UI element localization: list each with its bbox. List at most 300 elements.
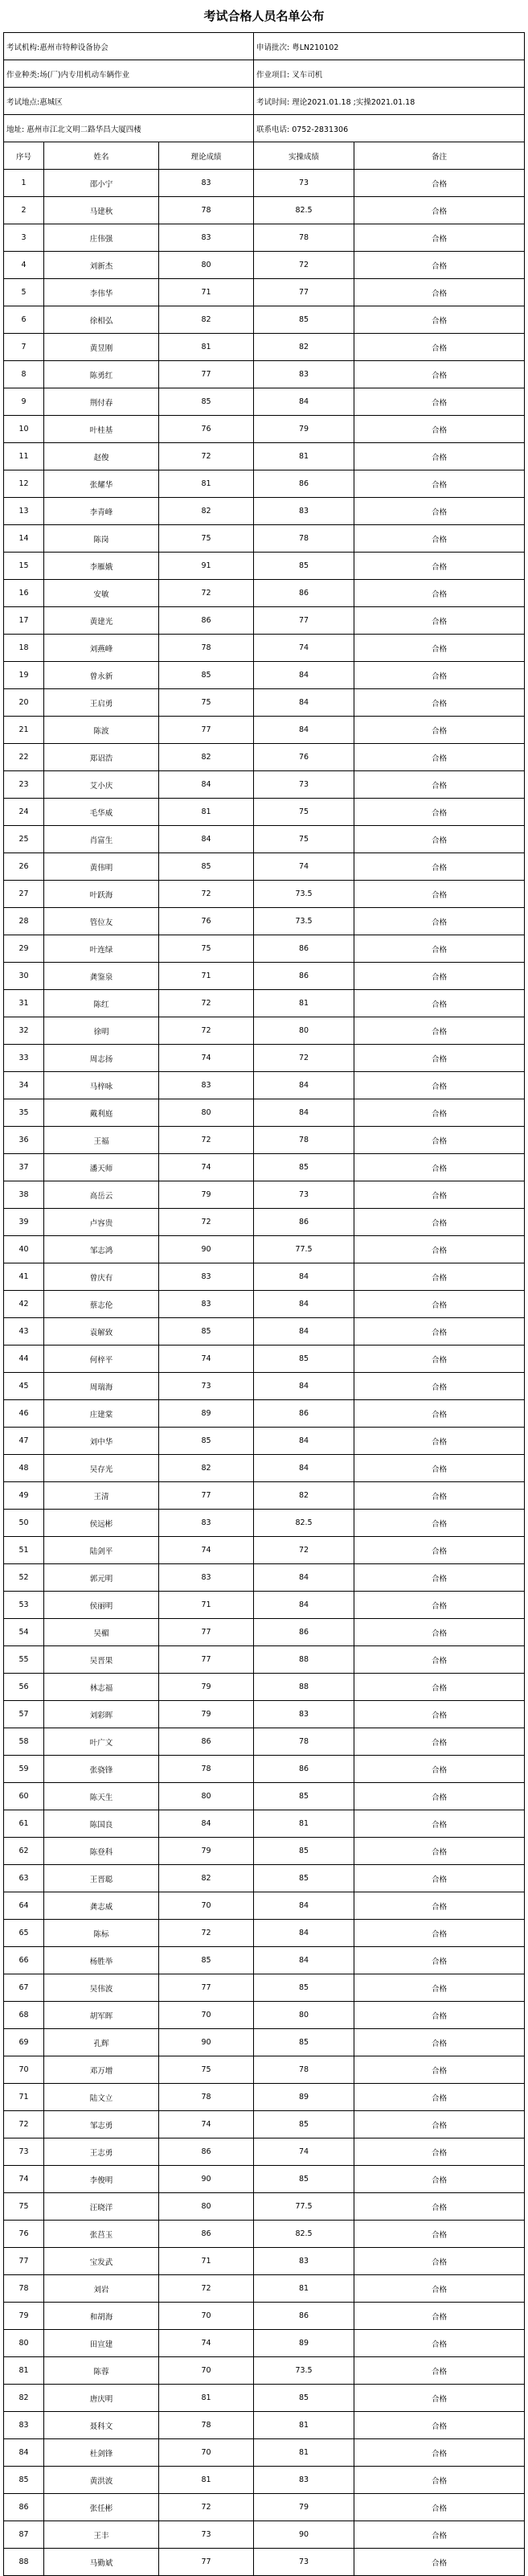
- remark: 合格: [354, 2385, 525, 2412]
- remark: 合格: [354, 935, 525, 963]
- person-name: 黄昱刚: [44, 334, 159, 361]
- person-name: 戴利庭: [44, 1099, 159, 1127]
- remark: 合格: [354, 2439, 525, 2467]
- theory-score: 82: [159, 1865, 254, 1892]
- remark: 合格: [354, 1564, 525, 1592]
- table-row: [4, 1318, 525, 1346]
- person-name: 吴楣: [44, 1619, 159, 1646]
- row-index: 11: [4, 443, 44, 470]
- person-name: 吴伟波: [44, 1974, 159, 2002]
- practice-score: 85: [254, 2111, 354, 2138]
- person-name: 宝发武: [44, 2248, 159, 2275]
- practice-score: 84: [254, 1592, 354, 1619]
- person-name: 蔡志伦: [44, 1291, 159, 1318]
- theory-score: 79: [159, 1181, 254, 1209]
- theory-score: 80: [159, 2193, 254, 2221]
- practice-score: 85: [254, 1783, 354, 1810]
- row-index: 28: [4, 908, 44, 935]
- person-name: 周瑞海: [44, 1373, 159, 1400]
- row-index: 50: [4, 1510, 44, 1537]
- remark: 合格: [354, 1592, 525, 1619]
- remark: 合格: [354, 2166, 525, 2193]
- theory-score: 83: [159, 1510, 254, 1537]
- practice-score: 81: [254, 990, 354, 1017]
- remark: 合格: [354, 2138, 525, 2166]
- person-name: 李青峰: [44, 498, 159, 525]
- practice-score: 84: [254, 1373, 354, 1400]
- remark: 合格: [354, 2248, 525, 2275]
- theory-score: 73: [159, 1373, 254, 1400]
- theory-score: 79: [159, 1674, 254, 1701]
- row-index: 86: [4, 2494, 44, 2521]
- table-row: [4, 2221, 525, 2248]
- person-name: 叶跃海: [44, 881, 159, 908]
- person-name: 王福: [44, 1127, 159, 1154]
- person-name: 聂科文: [44, 2412, 159, 2439]
- practice-score: 89: [254, 2330, 354, 2357]
- practice-score: 76: [254, 744, 354, 771]
- table-row: [4, 1181, 525, 1209]
- practice-score: 80: [254, 2002, 354, 2029]
- remark: 合格: [354, 2002, 525, 2029]
- theory-score: 81: [159, 799, 254, 826]
- theory-score: 82: [159, 306, 254, 334]
- theory-score: 72: [159, 990, 254, 1017]
- remark: 合格: [354, 2193, 525, 2221]
- theory-score: 75: [159, 2056, 254, 2084]
- row-index: 45: [4, 1373, 44, 1400]
- theory-score: 77: [159, 717, 254, 744]
- person-name: 曾永新: [44, 662, 159, 689]
- practice-score: 75: [254, 799, 354, 826]
- theory-score: 81: [159, 2467, 254, 2494]
- practice-score: 78: [254, 1728, 354, 1756]
- contact-phone: 联系电话: 0752-2831306: [254, 115, 525, 142]
- table-row: [4, 252, 525, 279]
- practice-score: 77.5: [254, 2193, 354, 2221]
- remark: 合格: [354, 1838, 525, 1865]
- practice-score: 84: [254, 1428, 354, 1455]
- theory-score: 78: [159, 2084, 254, 2111]
- theory-score: 77: [159, 1646, 254, 1674]
- theory-score: 86: [159, 1728, 254, 1756]
- remark: 合格: [354, 826, 525, 853]
- remark: 合格: [354, 2275, 525, 2303]
- table-row: [4, 1045, 525, 1072]
- row-index: 16: [4, 580, 44, 607]
- row-index: 87: [4, 2521, 44, 2549]
- theory-score: 74: [159, 1537, 254, 1564]
- remark: 合格: [354, 1865, 525, 1892]
- person-name: 王志勇: [44, 2138, 159, 2166]
- person-name: 管位友: [44, 908, 159, 935]
- table-row: [4, 1646, 525, 1674]
- table-row: [4, 1291, 525, 1318]
- person-name: 邹志勇: [44, 2111, 159, 2138]
- practice-score: 81: [254, 2275, 354, 2303]
- person-name: 肖富生: [44, 826, 159, 853]
- practice-score: 90: [254, 2521, 354, 2549]
- theory-score: 83: [159, 1564, 254, 1592]
- person-name: 陈岗: [44, 525, 159, 553]
- theory-score: 72: [159, 580, 254, 607]
- exam-time: 考试时间: 理论2021.01.18 ;实操2021.01.18: [254, 88, 525, 115]
- table-row: [4, 553, 525, 580]
- remark: 合格: [354, 2330, 525, 2357]
- row-index: 36: [4, 1127, 44, 1154]
- person-name: 刘中华: [44, 1428, 159, 1455]
- person-name: 刘彩晖: [44, 1701, 159, 1728]
- exam-location: 考试地点:惠城区: [4, 88, 254, 115]
- row-index: 25: [4, 826, 44, 853]
- person-name: 卢容贵: [44, 1209, 159, 1236]
- row-index: 7: [4, 334, 44, 361]
- roster-table: [3, 32, 525, 2576]
- row-index: 64: [4, 1892, 44, 1920]
- person-name: 陈登科: [44, 1838, 159, 1865]
- remark: 合格: [354, 2111, 525, 2138]
- theory-score: 76: [159, 908, 254, 935]
- practice-score: 84: [254, 1099, 354, 1127]
- practice-score: 73: [254, 2549, 354, 2576]
- person-name: 马勤斌: [44, 2549, 159, 2576]
- remark: 合格: [354, 662, 525, 689]
- practice-score: 84: [254, 1318, 354, 1346]
- row-index: 32: [4, 1017, 44, 1045]
- practice-score: 85: [254, 1346, 354, 1373]
- theory-score: 70: [159, 2303, 254, 2330]
- row-index: 81: [4, 2357, 44, 2385]
- table-row: [4, 1154, 525, 1181]
- table-row: [4, 1209, 525, 1236]
- person-name: 艾小庆: [44, 771, 159, 799]
- table-row: [4, 334, 525, 361]
- theory-score: 74: [159, 2111, 254, 2138]
- theory-score: 86: [159, 2138, 254, 2166]
- theory-score: 91: [159, 553, 254, 580]
- table-row: [4, 1865, 525, 1892]
- practice-score: 73: [254, 1181, 354, 1209]
- practice-score: 83: [254, 498, 354, 525]
- table-row: [4, 1346, 525, 1373]
- table-row: [4, 1592, 525, 1619]
- remark: 合格: [354, 963, 525, 990]
- row-index: 34: [4, 1072, 44, 1099]
- person-name: 陆文立: [44, 2084, 159, 2111]
- practice-score: 72: [254, 1045, 354, 1072]
- theory-score: 72: [159, 881, 254, 908]
- info-row: [4, 33, 525, 60]
- theory-score: 71: [159, 279, 254, 306]
- practice-score: 86: [254, 1209, 354, 1236]
- remark: 合格: [354, 1428, 525, 1455]
- theory-score: 81: [159, 334, 254, 361]
- theory-score: 72: [159, 1920, 254, 1947]
- row-index: 9: [4, 388, 44, 416]
- theory-score: 70: [159, 2002, 254, 2029]
- remark: 合格: [354, 1674, 525, 1701]
- remark: 合格: [354, 1810, 525, 1838]
- person-name: 陈标: [44, 1920, 159, 1947]
- theory-score: 78: [159, 2412, 254, 2439]
- row-index: 3: [4, 224, 44, 252]
- table-row: [4, 498, 525, 525]
- table-row: [4, 635, 525, 662]
- practice-score: 88: [254, 1646, 354, 1674]
- practice-score: 86: [254, 963, 354, 990]
- person-name: 曾庆有: [44, 1263, 159, 1291]
- practice-score: 84: [254, 1263, 354, 1291]
- person-name: 袁解致: [44, 1318, 159, 1346]
- person-name: 王晋聪: [44, 1865, 159, 1892]
- table-row: [4, 224, 525, 252]
- person-name: 毛华威: [44, 799, 159, 826]
- theory-score: 84: [159, 826, 254, 853]
- practice-score: 86: [254, 2303, 354, 2330]
- practice-score: 74: [254, 2138, 354, 2166]
- practice-score: 85: [254, 2385, 354, 2412]
- practice-score: 84: [254, 1564, 354, 1592]
- table-row: [4, 1920, 525, 1947]
- theory-score: 89: [159, 1400, 254, 1428]
- row-index: 19: [4, 662, 44, 689]
- practice-score: 75: [254, 826, 354, 853]
- row-index: 55: [4, 1646, 44, 1674]
- remark: 合格: [354, 635, 525, 662]
- table-row: [4, 1127, 525, 1154]
- remark: 合格: [354, 1537, 525, 1564]
- table-row: [4, 525, 525, 553]
- person-name: 邵小宁: [44, 170, 159, 197]
- theory-score: 86: [159, 607, 254, 635]
- person-name: 刘岩: [44, 2275, 159, 2303]
- row-index: 5: [4, 279, 44, 306]
- remark: 合格: [354, 2221, 525, 2248]
- practice-score: 73: [254, 771, 354, 799]
- table-row: [4, 2494, 525, 2521]
- table-row: [4, 2303, 525, 2330]
- remark: 合格: [354, 224, 525, 252]
- row-index: 23: [4, 771, 44, 799]
- remark: 合格: [354, 1482, 525, 1510]
- theory-score: 77: [159, 1482, 254, 1510]
- row-index: 13: [4, 498, 44, 525]
- table-row: [4, 279, 525, 306]
- table-row: [4, 1510, 525, 1537]
- remark: 合格: [354, 2467, 525, 2494]
- practice-score: 79: [254, 416, 354, 443]
- theory-score: 90: [159, 1236, 254, 1263]
- row-index: 59: [4, 1756, 44, 1783]
- table-row: [4, 908, 525, 935]
- row-index: 56: [4, 1674, 44, 1701]
- practice-score: 80: [254, 1017, 354, 1045]
- table-row: [4, 170, 525, 197]
- person-name: 叶桂基: [44, 416, 159, 443]
- practice-score: 84: [254, 1947, 354, 1974]
- table-row: [4, 443, 525, 470]
- theory-score: 74: [159, 2330, 254, 2357]
- person-name: 陆剑平: [44, 1537, 159, 1564]
- practice-score: 83: [254, 2248, 354, 2275]
- person-name: 黄洪波: [44, 2467, 159, 2494]
- remark: 合格: [354, 1373, 525, 1400]
- theory-score: 90: [159, 2029, 254, 2056]
- remark: 合格: [354, 2549, 525, 2576]
- theory-score: 75: [159, 525, 254, 553]
- theory-score: 77: [159, 2549, 254, 2576]
- row-index: 10: [4, 416, 44, 443]
- practice-score: 89: [254, 2084, 354, 2111]
- person-name: 陈国良: [44, 1810, 159, 1838]
- person-name: 刘新杰: [44, 252, 159, 279]
- table-row: [4, 361, 525, 388]
- row-index: 70: [4, 2056, 44, 2084]
- remark: 合格: [354, 2521, 525, 2549]
- person-name: 陈勇红: [44, 361, 159, 388]
- theory-score: 85: [159, 1318, 254, 1346]
- practice-score: 85: [254, 2166, 354, 2193]
- practice-score: 85: [254, 553, 354, 580]
- table-row: [4, 1263, 525, 1291]
- header-name: 姓名: [44, 142, 159, 170]
- theory-score: 70: [159, 2439, 254, 2467]
- theory-score: 76: [159, 416, 254, 443]
- theory-score: 70: [159, 2357, 254, 2385]
- remark: 合格: [354, 361, 525, 388]
- person-name: 张耀华: [44, 470, 159, 498]
- remark: 合格: [354, 717, 525, 744]
- theory-score: 77: [159, 1974, 254, 2002]
- theory-score: 74: [159, 1045, 254, 1072]
- theory-score: 79: [159, 1701, 254, 1728]
- remark: 合格: [354, 1920, 525, 1947]
- remark: 合格: [354, 197, 525, 224]
- table-row: [4, 799, 525, 826]
- theory-score: 83: [159, 1072, 254, 1099]
- theory-score: 81: [159, 470, 254, 498]
- person-name: 龚鉴泉: [44, 963, 159, 990]
- practice-score: 84: [254, 1892, 354, 1920]
- table-row: [4, 1974, 525, 2002]
- remark: 合格: [354, 2357, 525, 2385]
- row-index: 49: [4, 1482, 44, 1510]
- theory-score: 73: [159, 2521, 254, 2549]
- row-index: 42: [4, 1291, 44, 1318]
- person-name: 荆付春: [44, 388, 159, 416]
- row-index: 6: [4, 306, 44, 334]
- person-name: 叶广文: [44, 1728, 159, 1756]
- table-row: [4, 1756, 525, 1783]
- practice-score: 77: [254, 279, 354, 306]
- table-row: [4, 1537, 525, 1564]
- practice-score: 74: [254, 853, 354, 881]
- theory-score: 74: [159, 1346, 254, 1373]
- practice-score: 73: [254, 170, 354, 197]
- table-row: [4, 1947, 525, 1974]
- table-row: [4, 1482, 525, 1510]
- table-row: [4, 771, 525, 799]
- theory-score: 70: [159, 1892, 254, 1920]
- header-remark: 备注: [354, 142, 525, 170]
- row-index: 78: [4, 2275, 44, 2303]
- person-name: 吴存光: [44, 1455, 159, 1482]
- theory-score: 74: [159, 1154, 254, 1181]
- table-row: [4, 717, 525, 744]
- table-row: [4, 1400, 525, 1428]
- remark: 合格: [354, 1154, 525, 1181]
- theory-score: 80: [159, 1099, 254, 1127]
- practice-score: 85: [254, 306, 354, 334]
- practice-score: 72: [254, 252, 354, 279]
- theory-score: 81: [159, 2385, 254, 2412]
- theory-score: 77: [159, 361, 254, 388]
- row-index: 18: [4, 635, 44, 662]
- theory-score: 71: [159, 2248, 254, 2275]
- row-index: 63: [4, 1865, 44, 1892]
- table-row: [4, 1236, 525, 1263]
- remark: 合格: [354, 2056, 525, 2084]
- table-row: [4, 963, 525, 990]
- person-name: 侯丽明: [44, 1592, 159, 1619]
- theory-score: 83: [159, 1291, 254, 1318]
- practice-score: 82.5: [254, 197, 354, 224]
- table-row: [4, 306, 525, 334]
- row-index: 30: [4, 963, 44, 990]
- person-name: 马建秋: [44, 197, 159, 224]
- row-index: 41: [4, 1263, 44, 1291]
- practice-score: 84: [254, 689, 354, 717]
- person-name: 徐相弘: [44, 306, 159, 334]
- row-index: 77: [4, 2248, 44, 2275]
- table-row: [4, 853, 525, 881]
- remark: 合格: [354, 1783, 525, 1810]
- row-index: 83: [4, 2412, 44, 2439]
- practice-score: 85: [254, 1838, 354, 1865]
- person-name: 邹志鸿: [44, 1236, 159, 1263]
- remark: 合格: [354, 1236, 525, 1263]
- practice-score: 77: [254, 607, 354, 635]
- row-index: 51: [4, 1537, 44, 1564]
- row-index: 74: [4, 2166, 44, 2193]
- row-index: 8: [4, 361, 44, 388]
- theory-score: 79: [159, 1838, 254, 1865]
- table-row: [4, 1783, 525, 1810]
- remark: 合格: [354, 252, 525, 279]
- theory-score: 82: [159, 498, 254, 525]
- theory-score: 80: [159, 252, 254, 279]
- row-index: 39: [4, 1209, 44, 1236]
- practice-score: 82: [254, 1482, 354, 1510]
- practice-score: 73.5: [254, 2357, 354, 2385]
- person-name: 安敏: [44, 580, 159, 607]
- row-index: 12: [4, 470, 44, 498]
- theory-score: 85: [159, 853, 254, 881]
- remark: 合格: [354, 170, 525, 197]
- table-row: [4, 1373, 525, 1400]
- practice-score: 86: [254, 1619, 354, 1646]
- row-index: 21: [4, 717, 44, 744]
- remark: 合格: [354, 416, 525, 443]
- row-index: 79: [4, 2303, 44, 2330]
- practice-score: 84: [254, 1920, 354, 1947]
- remark: 合格: [354, 1017, 525, 1045]
- table-row: [4, 1017, 525, 1045]
- person-name: 潘天师: [44, 1154, 159, 1181]
- person-name: 黄伟明: [44, 853, 159, 881]
- theory-score: 72: [159, 1017, 254, 1045]
- practice-score: 81: [254, 1810, 354, 1838]
